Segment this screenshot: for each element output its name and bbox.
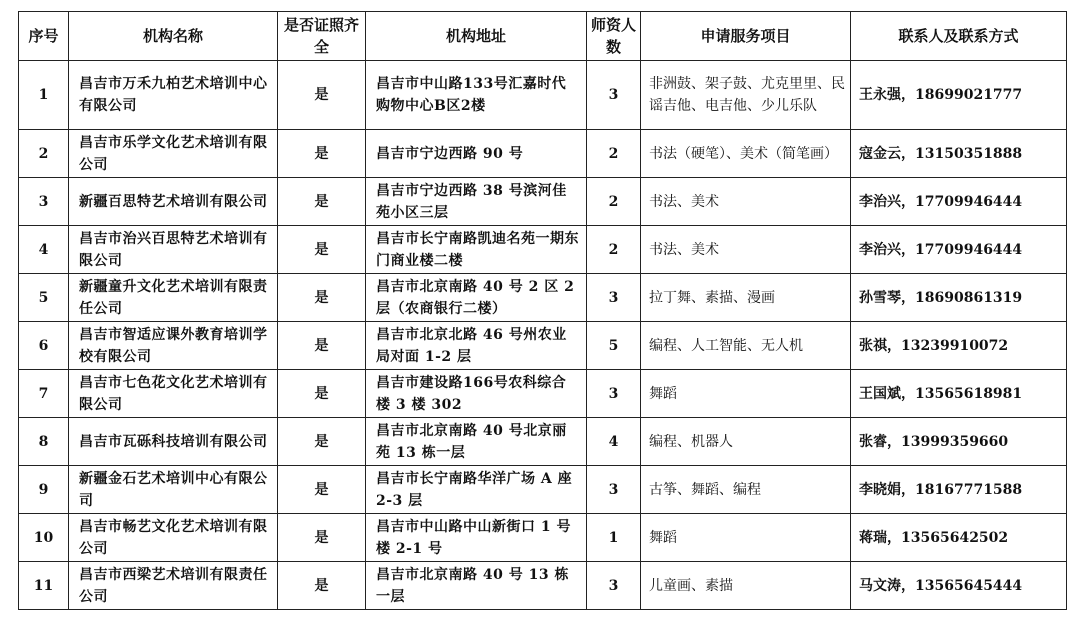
cell-teachers: 3 bbox=[587, 370, 641, 418]
cell-name: 昌吉市乐学文化艺术培训有限公司 bbox=[69, 130, 278, 178]
cell-certified: 是 bbox=[278, 370, 366, 418]
cell-services: 儿童画、素描 bbox=[641, 562, 851, 610]
cell-name: 昌吉市七色花文化艺术培训有限公司 bbox=[69, 370, 278, 418]
cell-contact: 王永强，18699021777 bbox=[851, 61, 1067, 130]
cell-teachers: 3 bbox=[587, 466, 641, 514]
cell-index: 11 bbox=[19, 562, 69, 610]
table-row bbox=[19, 130, 1067, 178]
cell-name: 昌吉市西梁艺术培训有限责任公司 bbox=[69, 562, 278, 610]
cell-name: 昌吉市畅艺文化艺术培训有限公司 bbox=[69, 514, 278, 562]
table-row bbox=[19, 178, 1067, 226]
cell-services: 舞蹈 bbox=[641, 514, 851, 562]
cell-contact: 李晓娟，18167771588 bbox=[851, 466, 1067, 514]
table-body bbox=[19, 61, 1067, 610]
cell-contact: 李治兴，17709946444 bbox=[851, 226, 1067, 274]
cell-address: 昌吉市中山路133号汇嘉时代购物中心B区2楼 bbox=[366, 61, 587, 130]
cell-services: 书法、美术 bbox=[641, 178, 851, 226]
header-teachers: 师资人数 bbox=[587, 12, 641, 61]
cell-certified: 是 bbox=[278, 514, 366, 562]
cell-services: 书法（硬笔）、美术（简笔画） bbox=[641, 130, 851, 178]
table-row bbox=[19, 61, 1067, 130]
table-row bbox=[19, 514, 1067, 562]
cell-name: 昌吉市万禾九柏艺术培训中心有限公司 bbox=[69, 61, 278, 130]
cell-address: 昌吉市北京北路 46 号州农业局对面 1-2 层 bbox=[366, 322, 587, 370]
cell-certified: 是 bbox=[278, 322, 366, 370]
cell-address: 昌吉市宁边西路 38 号滨河佳苑小区三层 bbox=[366, 178, 587, 226]
cell-address: 昌吉市建设路166号农科综合楼 3 楼 302 bbox=[366, 370, 587, 418]
cell-certified: 是 bbox=[278, 61, 366, 130]
cell-services: 编程、机器人 bbox=[641, 418, 851, 466]
cell-teachers: 1 bbox=[587, 514, 641, 562]
table-row bbox=[19, 322, 1067, 370]
header-name: 机构名称 bbox=[69, 12, 278, 61]
cell-services: 拉丁舞、素描、漫画 bbox=[641, 274, 851, 322]
institution-table bbox=[18, 11, 1067, 610]
header-services: 申请服务项目 bbox=[641, 12, 851, 61]
cell-certified: 是 bbox=[278, 274, 366, 322]
cell-index: 1 bbox=[19, 61, 69, 130]
cell-address: 昌吉市长宁南路华洋广场 A 座 2-3 层 bbox=[366, 466, 587, 514]
cell-index: 4 bbox=[19, 226, 69, 274]
cell-teachers: 3 bbox=[587, 274, 641, 322]
cell-address: 昌吉市长宁南路凯迪名苑一期东门商业楼二楼 bbox=[366, 226, 587, 274]
cell-index: 3 bbox=[19, 178, 69, 226]
header-certified: 是否证照齐全 bbox=[278, 12, 366, 61]
cell-index: 9 bbox=[19, 466, 69, 514]
cell-services: 舞蹈 bbox=[641, 370, 851, 418]
cell-certified: 是 bbox=[278, 130, 366, 178]
cell-teachers: 3 bbox=[587, 61, 641, 130]
cell-name: 新疆百思特艺术培训有限公司 bbox=[69, 178, 278, 226]
cell-teachers: 4 bbox=[587, 418, 641, 466]
cell-contact: 孙雪琴，18690861319 bbox=[851, 274, 1067, 322]
cell-index: 7 bbox=[19, 370, 69, 418]
cell-name: 昌吉市智适应课外教育培训学校有限公司 bbox=[69, 322, 278, 370]
cell-teachers: 2 bbox=[587, 178, 641, 226]
cell-services: 书法、美术 bbox=[641, 226, 851, 274]
cell-services: 古筝、舞蹈、编程 bbox=[641, 466, 851, 514]
cell-teachers: 2 bbox=[587, 130, 641, 178]
cell-address: 昌吉市中山路中山新街口 1 号楼 2-1 号 bbox=[366, 514, 587, 562]
cell-address: 昌吉市北京南路 40 号 2 区 2 层（农商银行二楼） bbox=[366, 274, 587, 322]
cell-address: 昌吉市北京南路 40 号 13 栋一层 bbox=[366, 562, 587, 610]
cell-teachers: 2 bbox=[587, 226, 641, 274]
cell-certified: 是 bbox=[278, 226, 366, 274]
cell-index: 2 bbox=[19, 130, 69, 178]
cell-services: 非洲鼓、架子鼓、尤克里里、民谣吉他、电吉他、少儿乐队 bbox=[641, 61, 851, 130]
header-index: 序号 bbox=[19, 12, 69, 61]
cell-certified: 是 bbox=[278, 562, 366, 610]
header-contact: 联系人及联系方式 bbox=[851, 12, 1067, 61]
cell-teachers: 5 bbox=[587, 322, 641, 370]
table-row bbox=[19, 274, 1067, 322]
table-row bbox=[19, 418, 1067, 466]
cell-index: 5 bbox=[19, 274, 69, 322]
cell-index: 10 bbox=[19, 514, 69, 562]
cell-contact: 寇金云，13150351888 bbox=[851, 130, 1067, 178]
table-row bbox=[19, 370, 1067, 418]
cell-contact: 马文涛，13565645444 bbox=[851, 562, 1067, 610]
cell-index: 6 bbox=[19, 322, 69, 370]
table-row bbox=[19, 466, 1067, 514]
cell-name: 新疆童升文化艺术培训有限责任公司 bbox=[69, 274, 278, 322]
cell-contact: 李治兴，17709946444 bbox=[851, 178, 1067, 226]
cell-certified: 是 bbox=[278, 466, 366, 514]
table-row bbox=[19, 562, 1067, 610]
cell-contact: 张睿，13999359660 bbox=[851, 418, 1067, 466]
cell-contact: 王国斌，13565618981 bbox=[851, 370, 1067, 418]
cell-services: 编程、人工智能、无人机 bbox=[641, 322, 851, 370]
cell-teachers: 3 bbox=[587, 562, 641, 610]
table-row bbox=[19, 226, 1067, 274]
cell-certified: 是 bbox=[278, 418, 366, 466]
header-address: 机构地址 bbox=[366, 12, 587, 61]
cell-contact: 蒋瑞，13565642502 bbox=[851, 514, 1067, 562]
cell-name: 昌吉市瓦砾科技培训有限公司 bbox=[69, 418, 278, 466]
header-row bbox=[19, 12, 1067, 61]
cell-name: 昌吉市治兴百思特艺术培训有限公司 bbox=[69, 226, 278, 274]
cell-contact: 张祺，13239910072 bbox=[851, 322, 1067, 370]
cell-address: 昌吉市宁边西路 90 号 bbox=[366, 130, 587, 178]
cell-index: 8 bbox=[19, 418, 69, 466]
cell-name: 新疆金石艺术培训中心有限公司 bbox=[69, 466, 278, 514]
cell-address: 昌吉市北京南路 40 号北京丽苑 13 栋一层 bbox=[366, 418, 587, 466]
cell-certified: 是 bbox=[278, 178, 366, 226]
